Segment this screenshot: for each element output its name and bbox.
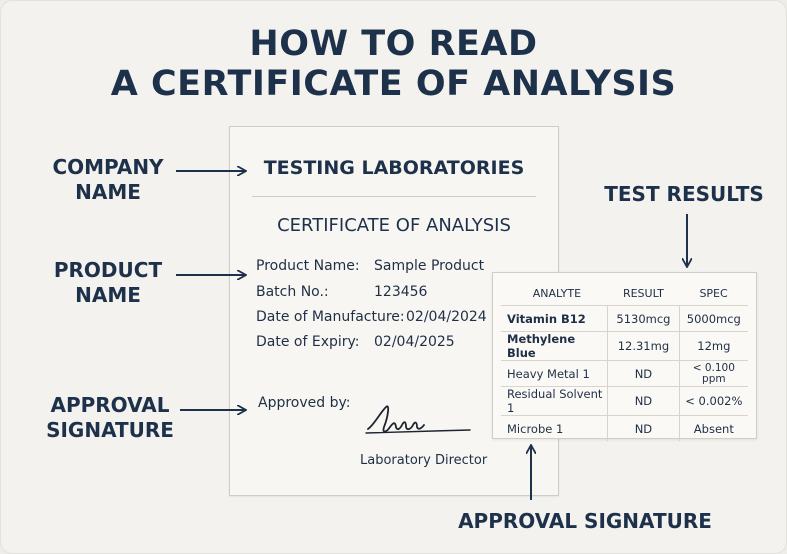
callout-approval-signature-bottom: APPROVAL SIGNATURE: [458, 509, 712, 533]
cell-spec: < 0.100 ppm: [679, 361, 748, 387]
company-name: TESTING LABORATORIES: [263, 157, 525, 179]
field-label-date-manufacture: Date of Manufacture:: [256, 309, 405, 325]
cell-spec: 12mg: [679, 332, 748, 361]
approved-by-label: Approved by:: [258, 395, 351, 411]
cell-result: ND: [608, 416, 679, 442]
laboratory-director-label: Laboratory Director: [360, 453, 488, 468]
callout-product-name-line1: PRODUCT: [53, 258, 163, 282]
field-label-batch-no: Batch No.:: [256, 284, 329, 300]
field-label-product-name: Product Name:: [256, 258, 360, 274]
callout-product-name-line2: NAME: [75, 283, 141, 307]
column-header-analyte: ANALYTE: [501, 281, 608, 306]
cell-result: ND: [608, 361, 679, 387]
callout-test-results: TEST RESULTS: [604, 182, 764, 206]
column-header-result: RESULT: [608, 281, 679, 306]
certificate-heading: CERTIFICATE OF ANALYSIS: [277, 215, 511, 236]
cell-spec: < 0.002%: [679, 387, 748, 416]
callout-company-name-line2: NAME: [75, 180, 141, 204]
cell-result: 5130mcg: [608, 306, 679, 332]
field-label-date-expiry: Date of Expiry:: [256, 334, 360, 350]
cell-spec: 5000mcg: [679, 306, 748, 332]
title-line-1: HOW TO READ: [249, 24, 538, 64]
title-line-2: A CERTIFICATE OF ANALYSIS: [110, 64, 677, 104]
cell-analyte: Residual Solvent 1: [501, 387, 608, 416]
field-value-product-name: Sample Product: [374, 258, 485, 274]
field-value-date-expiry: 02/04/2025: [374, 334, 455, 350]
field-value-batch-no: 123456: [374, 284, 428, 300]
cell-analyte: Heavy Metal 1: [501, 361, 608, 387]
column-header-spec: SPEC: [679, 281, 748, 306]
cell-analyte: Methylene Blue: [501, 332, 608, 361]
cell-result: ND: [608, 387, 679, 416]
callout-approval-line2: SIGNATURE: [46, 418, 174, 442]
cell-analyte: Vitamin B12: [501, 306, 608, 332]
callout-approval-line1: APPROVAL: [50, 393, 170, 417]
cell-result: 12.31mg: [608, 332, 679, 361]
callout-company-name-line1: COMPANY: [52, 155, 164, 179]
field-value-date-manufacture: 02/04/2024: [406, 309, 487, 325]
cell-spec: Absent: [679, 416, 748, 442]
cell-analyte: Microbe 1: [501, 416, 608, 442]
